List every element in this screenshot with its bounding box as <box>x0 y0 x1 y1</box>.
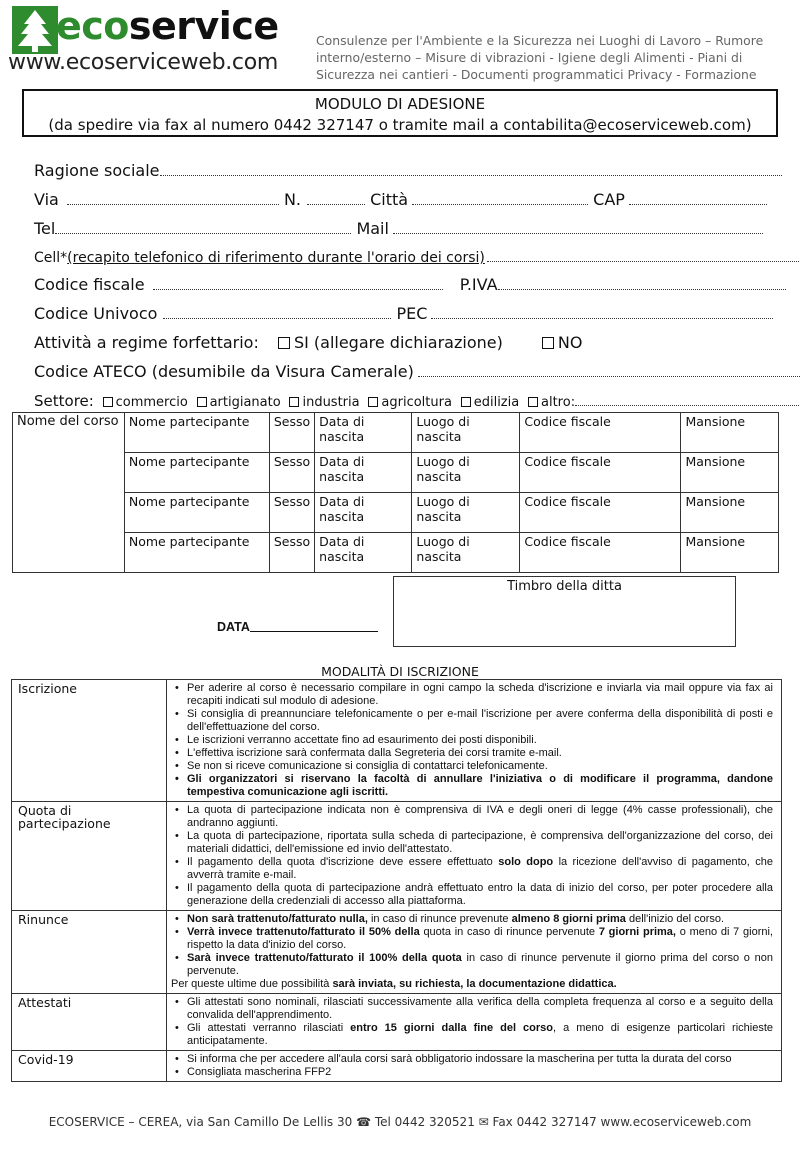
field-ateco[interactable] <box>34 362 800 382</box>
participant-tax-code-cell[interactable]: Codice fiscale <box>520 493 681 533</box>
list-item: • Si informa che per accedere all'aula corsi sarà obbligatorio indossare la mascherina per tutta la durata del corso <box>171 1053 773 1066</box>
participant-sex-cell[interactable]: Sesso <box>269 413 314 453</box>
page-footer: ECOSERVICE – CEREA, via San Camillo De Lellis 30 ☎ Tel 0442 320521 ✉ Fax 0442 327147 www.ecoserviceweb.com <box>48 1115 752 1129</box>
date-label: DATA <box>217 620 250 634</box>
covid-label: Covid-19 <box>12 1051 167 1082</box>
list-item: • Il pagamento della quota di partecipazione andrà effettuato entro la data di inizio del corso, per poter procedere alla generazione della credenziali di accesso alla piattaforma. <box>171 882 773 908</box>
cell-note: (recapito telefonico di riferimento durante l'orario dei corsi) <box>67 250 485 266</box>
form-title: MODULO DI ADESIONE <box>314 95 486 113</box>
logo-wordmark <box>56 4 279 48</box>
quota-pay-bold: solo dopo <box>498 856 554 868</box>
rinunce-note-a: Per queste ultime due possibilità <box>171 978 330 990</box>
ragione-sociale-line[interactable] <box>160 162 782 176</box>
table-row <box>12 911 782 994</box>
participant-birthdate-cell[interactable]: Data di nascita <box>315 493 412 533</box>
iscrizione-content <box>167 680 782 802</box>
list-item <box>171 1022 773 1048</box>
company-stamp-box[interactable] <box>393 576 736 647</box>
piva-label: P.IVA <box>459 275 498 294</box>
forfettario-si-label: SI (allegare dichiarazione) <box>293 333 503 352</box>
quota-content <box>167 802 782 911</box>
list-item: • Gli organizzatori si riservano la facoltà di annullare l'iniziativa o di modificare il programma, dandone tempestiva comunicazione agli iscritti. <box>171 773 773 799</box>
rinunce-2a: Verrà invece trattenuto/fatturato il 50% della <box>187 926 420 938</box>
participant-tax-code-cell[interactable]: Codice fiscale <box>520 413 681 453</box>
attestati-2b: entro 15 giorni dalla fine del corso <box>350 1022 554 1034</box>
attestati-content <box>167 994 782 1051</box>
rinunce-content <box>167 911 782 994</box>
forfettario-si-checkbox[interactable] <box>278 337 290 349</box>
list-item: • Se non si riceve comunicazione si consiglia di contattarci telefonicamente. <box>171 760 773 773</box>
field-univoco[interactable] <box>34 304 773 324</box>
list-item: • Per aderire al corso è necessario compilare in ogni campo la scheda d'iscrizione e inviarla via mail oppure via fax ai recapiti indicati sul modulo di adesione. <box>171 682 773 708</box>
list-item <box>171 926 773 952</box>
settore-industria-label: industria <box>302 395 360 410</box>
title-box <box>22 89 778 137</box>
table-row <box>13 453 779 493</box>
codice-fiscale-label: Codice fiscale <box>34 275 145 294</box>
list-item: • Le iscrizioni verranno accettate fino ad esaurimento dei posti disponibili. <box>171 734 773 747</box>
list-item: • La quota di partecipazione indicata non è comprensiva di IVA e degli oneri di legge (4% casse professionali), che andranno aggiunti. <box>171 804 773 830</box>
list-item: • La quota di partecipazione, riportata sulla scheda di partecipazione, è comprensiva dell'organizzazione del corso, dei materiali didattici, dell'emissione ed invio dell'attestato. <box>171 830 773 856</box>
n-line[interactable] <box>307 191 365 205</box>
rinunce-note <box>171 978 773 991</box>
participant-name-cell[interactable]: Nome partecipante <box>124 413 269 453</box>
list-item: • Gli attestati sono nominali, rilasciati successivamente alla verifica della completa frequenza al corso e a seguito della convalida dell'apprendimento. <box>171 996 773 1022</box>
settore-label: Settore: <box>34 392 94 410</box>
rinunce-3b: in caso di rinunce pervenute il giorno prima del corso o non pervenute. <box>187 952 773 977</box>
list-item: • Consigliata mascherina FFP2 <box>171 1066 773 1079</box>
pec-line[interactable] <box>431 305 773 319</box>
company-tagline: Consulenze per l'Ambiente e la Sicurezza nei Luoghi di Lavoro – Rumore interno/esterno – Misure di vibrazioni - Igiene degli Alimenti - Piani di Sicurezza nei cantieri - Documenti programmatici Privacy - Formazione <box>316 33 764 82</box>
ateco-label: Codice ATECO (desumibile da Visura Camerale) <box>34 362 414 381</box>
list-item: • Si consiglia di preannunciare telefonicamente o per e-mail l'iscrizione per avere conferma della disponibilità di posti e dell'effettuazione del corso. <box>171 708 773 734</box>
table-row <box>12 802 782 911</box>
settore-altro-checkbox[interactable] <box>528 397 538 407</box>
table-row <box>13 533 779 573</box>
participant-sex-cell[interactable]: Sesso <box>269 493 314 533</box>
citta-line[interactable] <box>412 191 588 205</box>
logo-website: www.ecoserviceweb.com <box>8 50 279 75</box>
rinunce-1b: in caso di rinunce prevenute <box>370 913 509 925</box>
modalita-title: MODALITÀ DI ISCRIZIONE <box>321 664 479 679</box>
rinunce-1d: dell'inizio del corso. <box>629 913 725 925</box>
ragione-sociale-label: Ragione sociale <box>34 161 160 180</box>
settore-agricoltura-label: agricoltura <box>381 395 452 410</box>
participant-name-cell[interactable]: Nome partecipante <box>124 453 269 493</box>
date-field[interactable] <box>217 620 378 634</box>
cell-line[interactable] <box>487 248 800 262</box>
participant-name-cell[interactable]: Nome partecipante <box>124 533 269 573</box>
tel-label: Tel <box>34 219 56 238</box>
settore-commercio-label: commercio <box>115 395 188 410</box>
field-cell[interactable] <box>34 248 800 268</box>
quota-pay-text-b: la ricezione dell'avviso di pagamento, che avverrà tramite e-mail. <box>187 856 774 881</box>
rinunce-2c: 7 giorni prima, <box>598 926 676 938</box>
participant-birthplace-cell[interactable]: Luogo di nascita <box>412 533 520 573</box>
codice-univoco-label: Codice Univoco <box>34 304 158 323</box>
participant-role-cell[interactable]: Mansione <box>681 533 779 573</box>
stamp-label: Timbro della ditta <box>507 579 622 594</box>
forfettario-no-checkbox[interactable] <box>542 337 554 349</box>
settore-artigianato-checkbox[interactable] <box>197 397 207 407</box>
participant-name-cell[interactable]: Nome partecipante <box>124 493 269 533</box>
participants-table <box>12 412 779 573</box>
rinunce-note-b: sarà inviata, su richiesta, la documentazione didattica. <box>332 978 617 990</box>
field-contacts[interactable] <box>34 219 763 239</box>
attestati-2c: , a meno di esigenze particolari richieste anticipatamente. <box>187 1022 774 1047</box>
forfettario-label: Attività a regime forfettario: <box>34 333 259 352</box>
cell-label: Cell* <box>34 250 68 266</box>
rinunce-label: Rinunce <box>12 911 167 994</box>
participant-birthplace-cell[interactable]: Luogo di nascita <box>412 413 520 453</box>
iscrizione-label: Iscrizione <box>12 680 167 802</box>
piva-line[interactable] <box>498 276 786 290</box>
form-subtitle: (da spedire via fax al numero 0442 327147 o tramite mail a contabilita@ecoserviceweb.com) <box>48 116 752 134</box>
ateco-line[interactable] <box>418 363 800 377</box>
citta-label: Città <box>370 190 409 209</box>
modalita-table <box>11 679 782 1082</box>
quota-pay-text-a: Il pagamento della quota d'iscrizione deve essere effettuato <box>187 856 493 868</box>
participant-tax-code-cell[interactable]: Codice fiscale <box>520 453 681 493</box>
logo-eco-text: eco <box>56 4 129 48</box>
table-row <box>12 1051 782 1082</box>
cap-label: CAP <box>593 190 625 209</box>
field-tax[interactable] <box>34 275 786 295</box>
course-name-cell[interactable]: Nome del corso <box>13 413 125 573</box>
participant-birthdate-cell[interactable]: Data di nascita <box>315 533 412 573</box>
settore-altro-label: altro: <box>541 395 576 410</box>
table-row <box>12 680 782 802</box>
rinunce-3a: Sarà invece trattenuto/fatturato il 100% della quota <box>187 952 462 964</box>
attestati-label: Attestati <box>12 994 167 1051</box>
participant-role-cell[interactable]: Mansione <box>681 493 779 533</box>
list-item <box>171 856 773 882</box>
codice-univoco-line[interactable] <box>163 305 391 319</box>
field-ragione-sociale[interactable] <box>34 161 782 181</box>
table-row <box>12 994 782 1051</box>
mail-line[interactable] <box>393 220 763 234</box>
via-label: Via <box>34 190 59 209</box>
attestati-2a: Gli attestati verranno rilasciati <box>187 1022 344 1034</box>
participant-tax-code-cell[interactable]: Codice fiscale <box>520 533 681 573</box>
settore-edilizia-label: edilizia <box>473 395 520 410</box>
via-line[interactable] <box>67 191 279 205</box>
settore-altro-line[interactable] <box>575 395 800 406</box>
tel-line[interactable] <box>55 220 351 234</box>
participant-birthdate-cell[interactable]: Data di nascita <box>315 453 412 493</box>
rinunce-1a: Non sarà trattenuto/fatturato nulla, <box>187 913 368 925</box>
participant-birthdate-cell[interactable]: Data di nascita <box>315 413 412 453</box>
rinunce-1c: almeno 8 giorni prima <box>511 913 626 925</box>
list-item <box>171 913 773 926</box>
field-address[interactable] <box>34 190 767 210</box>
tree-logo-icon <box>12 6 58 54</box>
rinunce-2d: o meno di 7 giorni, rispetto la data d'inizio del corso. <box>187 926 773 951</box>
n-label: N. <box>283 190 301 209</box>
quota-label: Quota di partecipazione <box>12 802 167 911</box>
participant-role-cell[interactable]: Mansione <box>681 453 779 493</box>
settore-industria-checkbox[interactable] <box>289 397 299 407</box>
settore-edilizia-checkbox[interactable] <box>461 397 471 407</box>
pec-label: PEC <box>396 304 428 323</box>
participant-sex-cell[interactable]: Sesso <box>269 533 314 573</box>
settore-artigianato-label: artigianato <box>209 395 281 410</box>
participant-birthplace-cell[interactable]: Luogo di nascita <box>412 453 520 493</box>
covid-content <box>167 1051 782 1082</box>
forfettario-no-label: NO <box>557 333 583 352</box>
logo-service-text: service <box>128 4 279 48</box>
table-row <box>13 493 779 533</box>
mail-label: Mail <box>356 219 389 238</box>
field-forfettario <box>34 333 582 353</box>
date-line[interactable] <box>250 620 378 632</box>
list-item <box>171 952 773 978</box>
field-settore <box>34 391 800 413</box>
rinunce-2b: quota in caso di rinunce pervenute <box>423 926 596 938</box>
table-row <box>13 413 779 453</box>
settore-commercio-checkbox[interactable] <box>103 397 113 407</box>
cap-line[interactable] <box>629 191 767 205</box>
codice-fiscale-line[interactable] <box>153 276 443 290</box>
participant-birthplace-cell[interactable]: Luogo di nascita <box>412 493 520 533</box>
participant-role-cell[interactable]: Mansione <box>681 413 779 453</box>
participant-sex-cell[interactable]: Sesso <box>269 453 314 493</box>
settore-agricoltura-checkbox[interactable] <box>368 397 378 407</box>
list-item: • L'effettiva iscrizione sarà confermata dalla Segreteria dei corsi tramite e-mail. <box>171 747 773 760</box>
